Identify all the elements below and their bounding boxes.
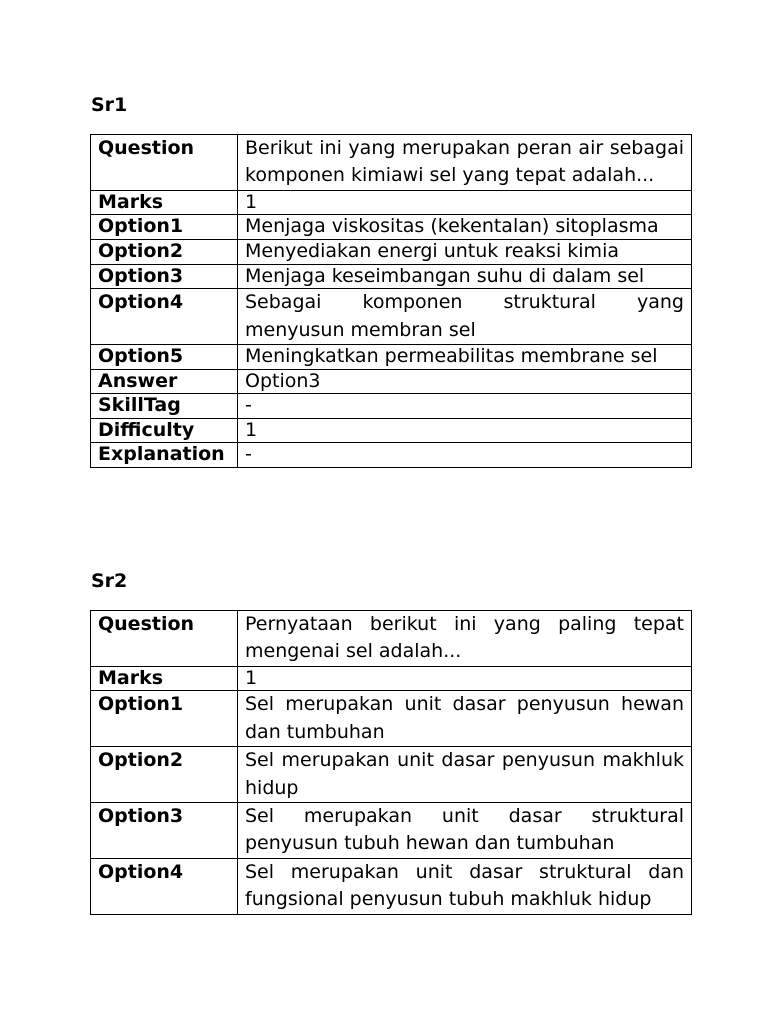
row-value: Menjaga viskositas (kekentalan) sitoplasma (238, 215, 692, 240)
row-key: Answer (91, 369, 238, 394)
row-value: Option3 (238, 369, 692, 394)
row-value: Sel merupakan unit dasar penyusun hewan dan tumbuhan (238, 691, 692, 747)
row-key: Option1 (91, 215, 238, 240)
row-value: Berikut ini yang merupakan peran air sebagai komponen kimiawi sel yang tepat adalah... (238, 135, 692, 191)
row-value: 1 (238, 666, 692, 691)
row-key: Marks (91, 666, 238, 691)
row-value: 1 (238, 418, 692, 443)
table-row (91, 418, 692, 443)
row-key: Option1 (91, 691, 238, 747)
row-value: - (238, 394, 692, 419)
table-row (91, 666, 692, 691)
row-key: SkillTag (91, 394, 238, 419)
question-table (90, 610, 692, 915)
row-value: Pernyataan berikut ini yang paling tepat mengenai sel adalah... (238, 611, 692, 667)
table-row (91, 135, 692, 191)
row-key: Question (91, 611, 238, 667)
table-row (91, 691, 692, 747)
table-row (91, 858, 692, 914)
table-row (91, 240, 692, 265)
row-key: Option2 (91, 747, 238, 803)
row-key: Explanation (91, 443, 238, 468)
row-value: Menyediakan energi untuk reaksi kimia (238, 240, 692, 265)
row-key: Option4 (91, 289, 238, 345)
table-row (91, 803, 692, 859)
table-row (91, 345, 692, 370)
section-title: Sr1 (91, 94, 128, 116)
table-row (91, 215, 692, 240)
row-key: Option2 (91, 240, 238, 265)
row-key: Marks (91, 190, 238, 215)
row-value: Sel merupakan unit dasar penyusun makhluk hidup (238, 747, 692, 803)
row-key: Option5 (91, 345, 238, 370)
table-row (91, 369, 692, 394)
section-title: Sr2 (91, 570, 128, 592)
question-table (90, 134, 692, 468)
row-key: Option3 (91, 264, 238, 289)
row-key: Question (91, 135, 238, 191)
row-value: Sebagai komponen struktural yang menyusun membran sel (238, 289, 692, 345)
table-row (91, 747, 692, 803)
table-row (91, 289, 692, 345)
table-row (91, 394, 692, 419)
row-key: Difficulty (91, 418, 238, 443)
table-row (91, 264, 692, 289)
row-value: - (238, 443, 692, 468)
row-value: Meningkatkan permeabilitas membrane sel (238, 345, 692, 370)
row-value: Sel merupakan unit dasar struktural dan fungsional penyusun tubuh makhluk hidup (238, 858, 692, 914)
section-sr2 (90, 568, 692, 915)
table-row (91, 443, 692, 468)
row-key: Option4 (91, 858, 238, 914)
row-value: 1 (238, 190, 692, 215)
row-value: Sel merupakan unit dasar struktural penyusun tubuh hewan dan tumbuhan (238, 803, 692, 859)
table-row (91, 611, 692, 667)
table-row (91, 190, 692, 215)
row-key: Option3 (91, 803, 238, 859)
section-sr1 (90, 92, 692, 468)
row-value: Menjaga keseimbangan suhu di dalam sel (238, 264, 692, 289)
